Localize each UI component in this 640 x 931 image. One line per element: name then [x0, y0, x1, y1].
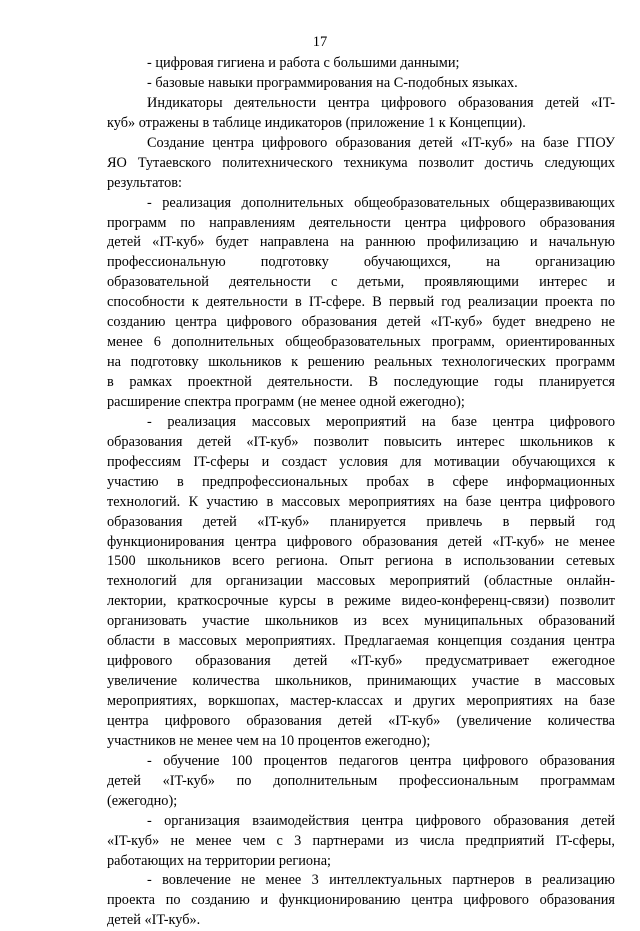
text-line: детей «IT-куб». — [107, 912, 201, 929]
text-line: на подготовку школьников к решению реальных технологических программ — [107, 354, 615, 371]
text-line: образования детей «IT-куб» позволит повысить интерес школьников к — [107, 433, 615, 450]
text-line: профессиям IT-сферы и создаст условия для мотивации обучающихся к — [107, 453, 615, 470]
text-line: - реализация массовых мероприятий на базе центра цифрового — [147, 413, 615, 430]
text-line: куб» отражены в таблице индикаторов (приложение 1 к Концепции). — [107, 114, 526, 131]
text-line: - базовые навыки программирования на С-подобных языках. — [147, 74, 518, 91]
text-line: технологий для организации массовых мероприятий (областные онлайн- — [107, 573, 615, 590]
text-line: - цифровая гигиена и работа с большими данными; — [147, 55, 460, 71]
text-line: ЯО Тутаевского политехнического техникума позволит достичь следующих — [107, 154, 615, 171]
text-line: 1500 школьников всего региона. Опыт региона в использовании сетевых — [107, 553, 615, 570]
text-line: лектории, краткосрочные курсы в режиме видео-конференц-связи) позволит — [107, 593, 615, 610]
text-line: Индикаторы деятельности центра цифрового образования детей «IT- — [147, 94, 615, 111]
text-line: образования детей «IT-куб» планируется привлечь в первый год — [107, 513, 615, 530]
text-line: проекта по созданию и функционированию центра цифрового образования — [107, 892, 615, 909]
text-line: - вовлечение не менее 3 интеллектуальных партнеров в реализацию — [147, 872, 615, 889]
text-line: мероприятиях, воркшопах, мастер-классах и других мероприятиях на базе — [107, 693, 615, 709]
text-line: участию в предпрофессиональных пробах в сфере информационных — [107, 473, 615, 490]
text-line: увеличение количества школьников, принимающих участие в массовых — [107, 673, 615, 690]
text-line: профессиональную подготовку обучающихся, на организацию — [107, 254, 615, 271]
text-line: детей «IT-куб» по дополнительным профессиональным программам — [107, 772, 615, 789]
body-text — [107, 54, 615, 931]
text-line: области в массовых мероприятиях. Предлагаемая концепция создания центра — [107, 633, 615, 650]
text-line: работающих на территории региона; — [107, 852, 332, 869]
text-line: цифрового образования детей «IT-куб» предусматривает ежегодное — [107, 653, 615, 670]
text-line: способности к деятельности в IT-сфере. В первый год реализации проекта по — [107, 294, 615, 311]
text-line: созданию центра цифрового образования детей «IT-куб» будет внедрено не — [107, 314, 615, 331]
text-line: в рамках проектной деятельности. В последующие годы планируется — [107, 374, 615, 390]
text-line: расширение спектра программ (не менее одной ежегодно); — [107, 393, 465, 410]
text-line: - организация взаимодействия центра цифрового образования детей — [147, 812, 615, 829]
text-line: организовать участие школьников из всех муниципальных образований — [107, 613, 615, 630]
text-line: участников не менее чем на 10 процентов ежегодно); — [107, 732, 431, 749]
text-line: - обучение 100 процентов педагогов центра цифрового образования — [147, 752, 615, 769]
text-line: образовательной деятельности с детьми, проявляющими интерес и — [107, 274, 615, 291]
text-line: Создание центра цифрового образования детей «IT-куб» на базе ГПОУ — [147, 134, 615, 151]
text-line: результатов: — [107, 174, 182, 191]
text-line: функционирования центра цифрового образования детей «IT-куб» не менее — [107, 533, 615, 550]
text-line: детей «IT-куб» будет направлена на раннюю профилизацию и начальную — [107, 234, 615, 251]
text-line: центра цифрового образования детей «IT-куб» (увеличение количества — [107, 712, 615, 729]
text-line: менее 6 дополнительных общеобразовательных программ, ориентированных — [107, 334, 615, 351]
text-line: технологий. К участию в массовых мероприятиях на базе центра цифрового — [107, 493, 615, 510]
text-line: - реализация дополнительных общеобразовательных общеразвивающих — [147, 194, 615, 211]
page-number: 17 — [312, 34, 328, 50]
text-line: программ по направлениям деятельности центра цифрового образования — [107, 214, 615, 231]
text-line: (ежегодно); — [107, 792, 178, 809]
text-line: «IT-куб» не менее чем с 3 партнерами из числа предприятий IT-сферы, — [107, 832, 615, 849]
